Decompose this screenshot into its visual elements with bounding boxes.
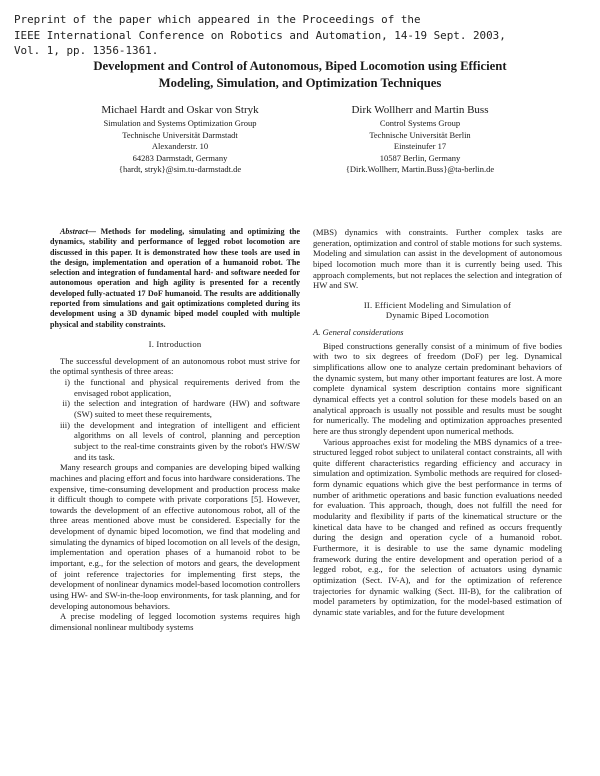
list-item — [50, 398, 300, 419]
affiliation-line: 64283 Darmstadt, Germany — [132, 152, 228, 163]
preprint-line: Preprint of the paper which appeared in the Proceedings of the — [14, 13, 421, 26]
author-email: {Dirk.Wollherr, Martin.Buss}@ta-berlin.de — [345, 164, 495, 174]
section-heading-modeling — [313, 300, 562, 321]
title-line: Modeling, Simulation, and Optimization Techniques — [158, 76, 442, 90]
abstract-label: Abstract — [60, 227, 88, 236]
section-heading-line: Dynamic Biped Locomotion — [385, 310, 490, 321]
author-names: Michael Hardt and Oskar von Stryk — [101, 104, 259, 116]
affiliation-line: Control Systems Group — [379, 118, 461, 128]
abstract — [50, 227, 300, 330]
paragraph: Biped constructions generally consist of a minimum of five bodies with two to six degrees of freedom (DoF) per leg. Dynamical simplifications allow one to analyze certain predominant behaviors of the dynamic system, but many other important features are lost. A more complete dynamical system description contains more significant dynamical effects yet a control solution for these models based on an analytical approach is usually not possible and results must be sought for numerically. The modeling and optimization approaches presented here are thus strongly dependent upon numerical methods. — [313, 340, 562, 436]
section-heading-introduction: I. Introduction — [148, 338, 202, 349]
paper-title — [40, 58, 560, 92]
affiliation-line: 10587 Berlin, Germany — [379, 152, 461, 163]
affiliation-line: Technische Universität Darmstadt — [122, 129, 238, 140]
list-item-text: the functional and physical requirements derived from the envisaged robot application, — [74, 376, 300, 398]
affiliation-line: Einsteinufer 17 — [393, 141, 447, 151]
list-item-text: the development and integration of intelligent and efficient algorithms on all levels of control, planning and perception subject to the real-time constraints given by the robot's HW/SW and its task. — [74, 419, 300, 462]
list-marker: ii) — [62, 398, 70, 409]
affiliation-line: Simulation and Systems Optimization Group — [103, 118, 257, 128]
list-item — [50, 377, 300, 398]
author-block-darmstadt — [65, 103, 295, 176]
requirements-list — [50, 377, 300, 462]
paragraph: (MBS) dynamics with constraints. Further complex tasks are generation, optimization and control of stable motions for such systems. Modeling and simulation can assist in the development of autonomous biped locomotion much more than it is currently being used. This approach complements, but not replaces the selection and integration of HW and SW. — [313, 227, 562, 291]
list-marker: i) — [64, 376, 70, 387]
preprint-line: IEEE International Conference on Robotics and Automation, 14-19 Sept. 2003, — [14, 28, 506, 42]
paragraph: The successful development of an autonomous robot must strive for the optimal synthesis of three areas: — [50, 355, 300, 377]
preprint-notice — [14, 12, 594, 59]
left-column — [50, 227, 300, 633]
preprint-line: Vol. 1, pp. 1356-1361. — [14, 44, 159, 58]
list-marker: iii) — [59, 419, 70, 430]
section-heading-line: II. Efficient Modeling and Simulation of — [363, 299, 512, 310]
subsection-heading: A. General considerations — [313, 326, 404, 337]
affiliation-line: Technische Universität Berlin — [369, 129, 471, 140]
abstract-text: — Methods for modeling, simulating and optimizing the dynamics, stability and performance of legged robot locomotion are discussed in this paper. It is demonstrated how these tools are used in the design, implementation and operation of a humanoid robot. The selection and integration of fundamental hard- and software needed for autonomous operation and high agility is presented for a recently developed fully-actuated 17 DoF humanoid. The results are additionally reported from simulations and gait optimizations completed during its development using a 3D dynamic biped model coupled with multiple physical and stability constraints. — [50, 227, 300, 329]
paragraph: Many research groups and companies are developing biped walking machines and placing effort and focus into hardware considerations. The expensive, time-consuming development and production process make it difficult though to compete with private corporations [5]. However, towards the development of an effective autonomous robot, all of the three areas mentioned above must be considered. Especially for the development of dynamic biped locomotion, we find that modeling and simulating the dynamics of biped locomotion on all levels of the design, implementation and operation phases of a humanoid robot to be important, e.g., for the selection of motors and gears, the development of joint reference trajectories for implementing first steps, the development of nonlinear dynamics model-based locomotion controllers using HW- and SW-in-the-loop environments, for task planning, and for developing autonomous behaviors. — [50, 462, 300, 611]
right-column — [313, 227, 562, 618]
paragraph: Various approaches exist for modeling the MBS dynamics of a tree-structured legged robot subject to unilateral contact constraints, all with quite different characteristics regarding efficiency and accuracy in simulation and optimization. Symbolic methods are required for closed-form dynamic equations which give the best performance in terms of number of arithmetic operations and basic function evaluations needed for evaluation. This approach, though, does not fulfill the need for modularity and flexibility if parts of the kinematical structure or the kinetical data have to be changed and refined as occurs frequently during the design and operation cycle of a humanoid robot. Furthermore, it is desirable to use the same dynamic modeling framework during the entire development and operation period of a legged robot, e.g., for the selection of actuators using dynamic optimization (Sect. IV-A), and for the optimization of reference trajectories for dynamic walking (Sect. III-B), for the calibration of model parameters by optimization, for the model-based estimation of dynamic state variables, and for the future development — [313, 436, 562, 617]
title-line: Development and Control of Autonomous, Biped Locomotion using Efficient — [93, 59, 507, 73]
author-block-berlin — [305, 103, 535, 176]
paragraph: A precise modeling of legged locomotion systems requires high dimensional nonlinear multibody systems — [50, 611, 300, 633]
author-email: {hardt, stryk}@sim.tu-darmstadt.de — [118, 164, 242, 174]
list-item-text: the selection and integration of hardware (HW) and software (SW) suited to meet these requirements, — [74, 398, 300, 419]
affiliation-line: Alexanderstr. 10 — [151, 141, 209, 151]
list-item — [50, 420, 300, 463]
author-names: Dirk Wollherr and Martin Buss — [351, 104, 489, 116]
